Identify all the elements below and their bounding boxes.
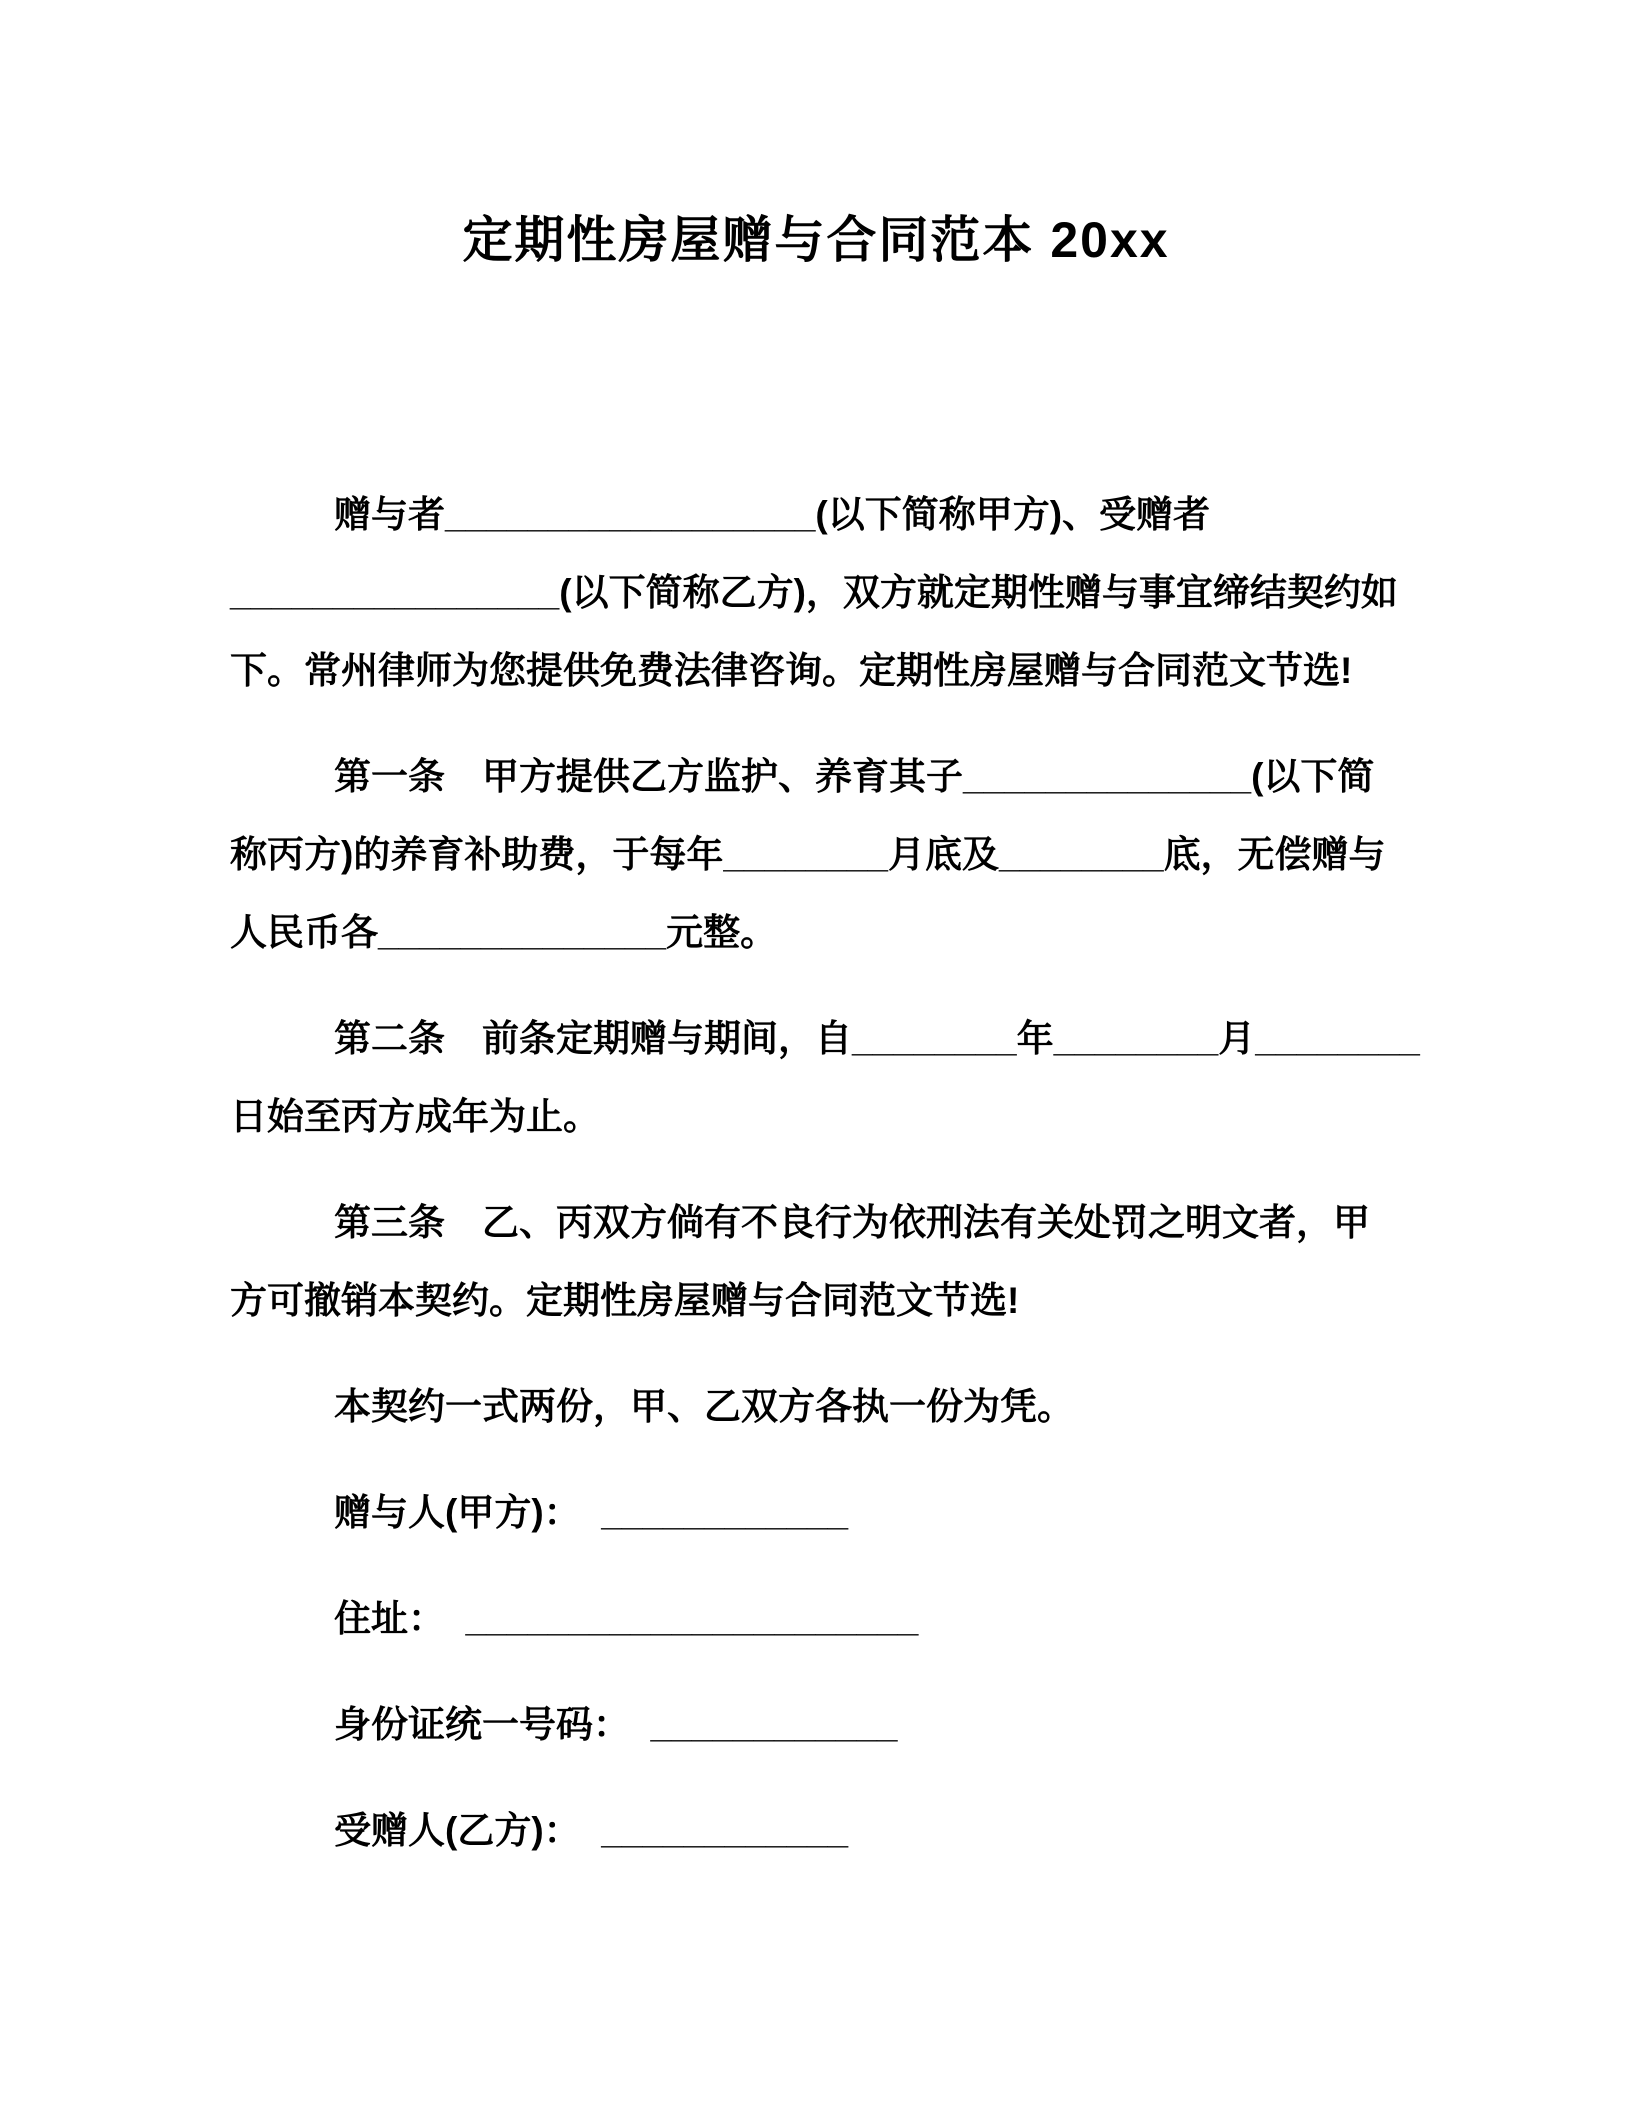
text-line: 人民币各______________元整。	[230, 912, 778, 953]
text-line: 第三条 乙、丙双方倘有不良行为依刑法有关处罚之明文者，甲	[334, 1202, 1370, 1243]
signature-line-id-number	[230, 1686, 1402, 1764]
signature-line-donor	[230, 1474, 1402, 1552]
document-title: 定期性房屋赠与合同范本 20xx	[462, 212, 1170, 268]
text-line: 第二条 前条定期赠与期间，自________年________月________	[334, 1018, 1420, 1059]
text-line: 受赠人(乙方)： ____________	[334, 1810, 849, 1851]
text-line: 本契约一式两份，甲、乙双方各执一份为凭。	[334, 1386, 1074, 1427]
text-line: ________________(以下简称乙方)，双方就定期性赠与事宜缔结契约如	[230, 572, 1398, 613]
paragraph-article-3	[230, 1184, 1402, 1340]
text-line: 下。常州律师为您提供免费法律咨询。定期性房屋赠与合同范文节选!	[230, 650, 1353, 691]
document-body	[230, 280, 1420, 1870]
text-line: 日始至丙方成年为止。	[230, 1096, 600, 1137]
signature-line-donee	[230, 1792, 1402, 1870]
text-line: 赠与人(甲方)： ____________	[334, 1492, 849, 1533]
text-line: 称丙方)的养育补助费，于每年________月底及________底，无偿赠与	[230, 834, 1386, 875]
text-line: 住址： ______________________	[334, 1598, 919, 1639]
text-line: 身份证统一号码： ____________	[334, 1704, 898, 1745]
paragraph-article-1	[230, 738, 1402, 972]
text-line: 第一条 甲方提供乙方监护、养育其子______________(以下简	[334, 756, 1375, 797]
paragraph-copies-clause	[230, 1368, 1402, 1446]
text-line: 方可撤销本契约。定期性房屋赠与合同范文节选!	[230, 1280, 1020, 1321]
paragraph-preamble	[230, 476, 1402, 710]
text-line: 赠与者__________________(以下简称甲方)、受赠者	[334, 494, 1211, 535]
signature-line-address	[230, 1580, 1402, 1658]
paragraph-article-2	[230, 1000, 1420, 1156]
